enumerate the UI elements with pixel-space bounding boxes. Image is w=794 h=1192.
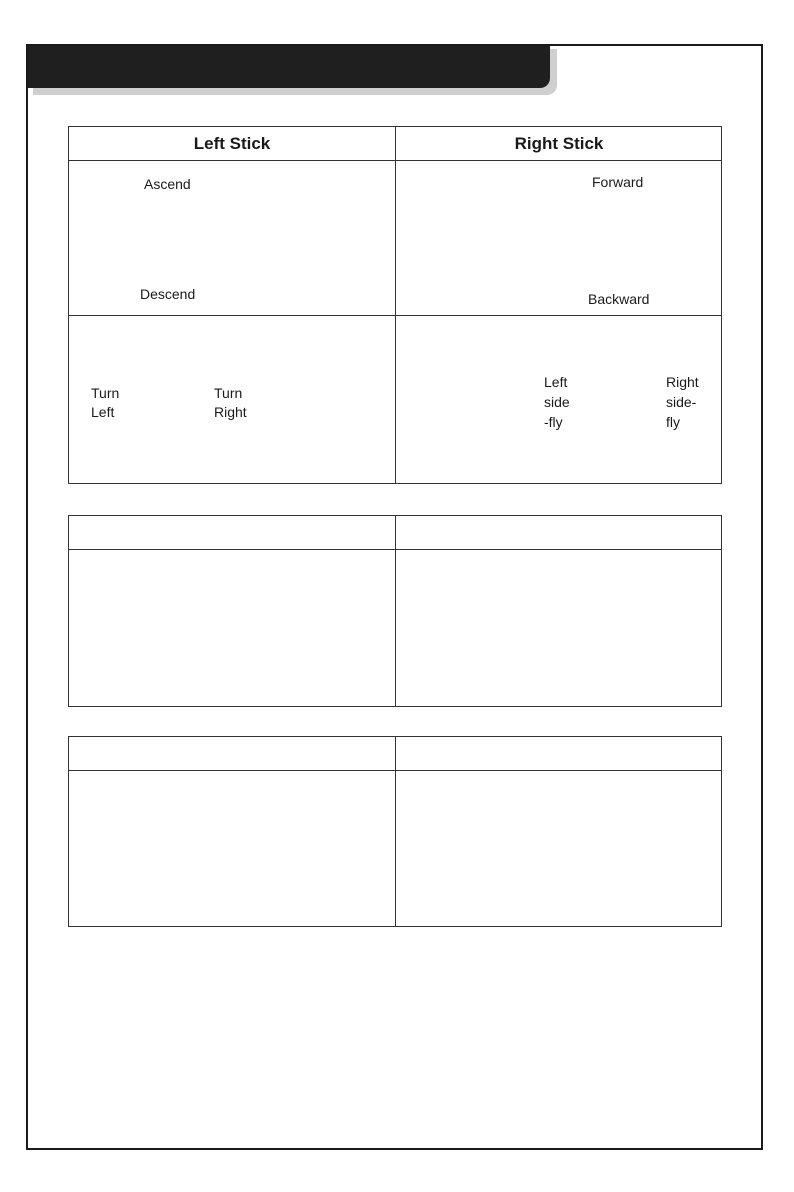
turn-left-label-line2: Left xyxy=(91,404,115,420)
turn-right-label-line2: Right xyxy=(214,404,247,420)
left-side-fly-label-line3: -fly xyxy=(544,414,563,430)
right-side-fly-label-line3: fly xyxy=(666,414,680,430)
right-side-fly-label-line2: side- xyxy=(666,394,697,410)
turn-left-label-line1: Turn xyxy=(91,385,120,401)
column-divider xyxy=(395,127,396,483)
turn-right-label-line1: Turn xyxy=(214,385,243,401)
forward-label: Forward xyxy=(592,174,644,190)
left-stick-heading: Left Stick xyxy=(193,134,271,153)
left-side-fly-label-line1: Left xyxy=(544,374,568,390)
left-side-fly-label-line2: side xyxy=(544,394,570,410)
descend-label: Descend xyxy=(140,286,196,302)
row-divider xyxy=(69,315,721,316)
right-side-fly-label-line1: Right xyxy=(666,374,699,390)
buttons-table-2 xyxy=(68,736,722,927)
column-divider xyxy=(395,737,396,926)
ascend-label: Ascend xyxy=(144,176,191,192)
buttons-table-1 xyxy=(68,515,722,707)
column-divider xyxy=(395,516,396,706)
right-stick-heading: Right Stick xyxy=(514,134,604,153)
backward-label: Backward xyxy=(588,291,650,307)
stick-controls-table xyxy=(68,126,722,484)
